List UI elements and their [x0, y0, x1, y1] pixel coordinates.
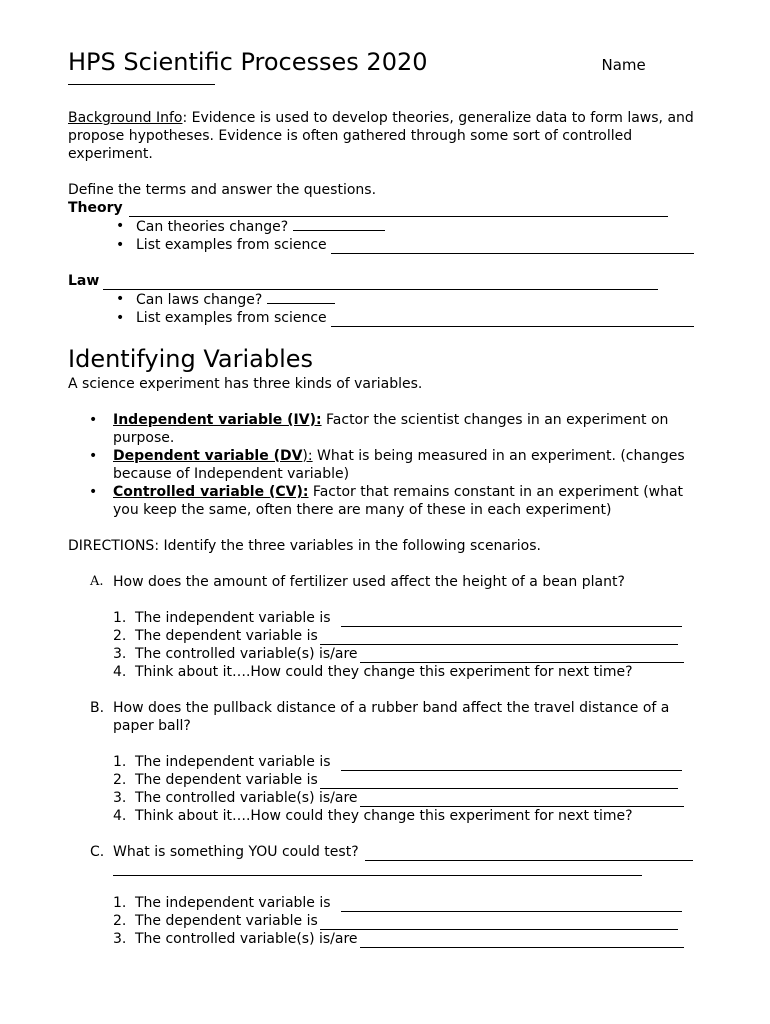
law-examples-blank[interactable] [331, 313, 694, 327]
name-label: Name [601, 56, 646, 74]
law-row [68, 272, 658, 290]
law-blank[interactable] [103, 276, 658, 290]
scenario-b-answers [68, 753, 682, 825]
define-instructions: Define the terms and answer the questions. [68, 182, 377, 198]
cv-blank[interactable] [360, 649, 684, 663]
theory-change-blank[interactable] [293, 217, 385, 231]
worksheet-page [68, 46, 708, 948]
dv-blank[interactable] [320, 916, 678, 930]
list-item: 2. The dependent variable is [135, 912, 682, 930]
name-blank[interactable] [68, 80, 215, 85]
scenario-a-answers [68, 609, 682, 681]
list-item: • List examples from science [136, 309, 694, 327]
scenario-a [68, 573, 708, 591]
dv-blank[interactable] [320, 775, 678, 789]
list-item: 3. The controlled variable(s) is/are [135, 789, 682, 807]
law-change-blank[interactable] [267, 290, 335, 304]
theory-questions [68, 217, 708, 254]
law-questions [68, 290, 708, 327]
list-item: • Can laws change? [136, 290, 708, 309]
test-idea-blank[interactable] [365, 847, 693, 861]
theory-examples-blank[interactable] [331, 240, 694, 254]
list-item: • Can theories change? [136, 217, 708, 236]
background-label: Background Info [68, 110, 183, 126]
list-item: 3. The controlled variable(s) is/are [135, 645, 682, 663]
list-item: 1. The independent variable is [135, 753, 682, 771]
variable-definitions [68, 411, 708, 519]
scenario-c [68, 843, 708, 876]
iv-blank[interactable] [341, 757, 682, 771]
iv-blank[interactable] [341, 613, 682, 627]
background-info [68, 109, 708, 163]
list-item: 4. Think about it….How could they change this experiment for next time? [113, 664, 633, 680]
law-label: Law [68, 273, 100, 289]
cv-blank[interactable] [360, 793, 684, 807]
page-title: HPS Scientific Processes 2020 [68, 48, 428, 76]
list-item: 1. The independent variable is [135, 894, 682, 912]
cv-blank[interactable] [360, 934, 684, 948]
dv-blank[interactable] [320, 631, 678, 645]
scenario-letter: A. [90, 574, 104, 589]
scenario-question: How does the amount of fertilizer used affect the height of a bean plant? [113, 574, 625, 590]
directions: DIRECTIONS: Identify the three variables in the following scenarios. [68, 538, 541, 554]
list-item: • Controlled variable (CV): Factor that remains constant in an experiment (what you keep the same, often there are many of these in each experiment) [113, 483, 708, 519]
scenario-c-answers [68, 894, 682, 948]
list-item: • List examples from science [136, 236, 694, 254]
list-item: 4. Think about it….How could they change this experiment for next time? [113, 808, 633, 824]
iv-blank[interactable] [341, 898, 682, 912]
variables-intro: A science experiment has three kinds of variables. [68, 376, 423, 392]
list-item: 3. The controlled variable(s) is/are [135, 930, 682, 948]
list-item: 1. The independent variable is [135, 609, 682, 627]
section-heading: Identifying Variables [68, 345, 314, 373]
theory-blank[interactable] [129, 203, 668, 217]
theory-label: Theory [68, 200, 123, 216]
scenario-question: What is something YOU could test? [113, 844, 359, 860]
list-item: 2. The dependent variable is [135, 771, 682, 789]
list-item: • Independent variable (IV): Factor the scientist changes in an experiment on purpose. [113, 411, 708, 447]
header [68, 46, 708, 78]
background-text: : Evidence is used to develop theories, generalize data to form laws, and propose hypotheses. Evidence is often gathered through some sort of controlled experiment. [68, 110, 694, 162]
scenario-question: How does the pullback distance of a rubber band affect the travel distance of a paper ball? [113, 700, 670, 734]
theory-row [68, 199, 668, 217]
scenario-letter: C. [90, 844, 105, 860]
list-item: • Dependent variable (DV): What is being measured in an experiment. (changes because of Independent variable) [113, 447, 708, 483]
list-item: 2. The dependent variable is [135, 627, 682, 645]
test-idea-blank-2[interactable] [113, 861, 642, 876]
scenario-letter: B. [90, 700, 105, 716]
scenario-b [68, 699, 708, 735]
